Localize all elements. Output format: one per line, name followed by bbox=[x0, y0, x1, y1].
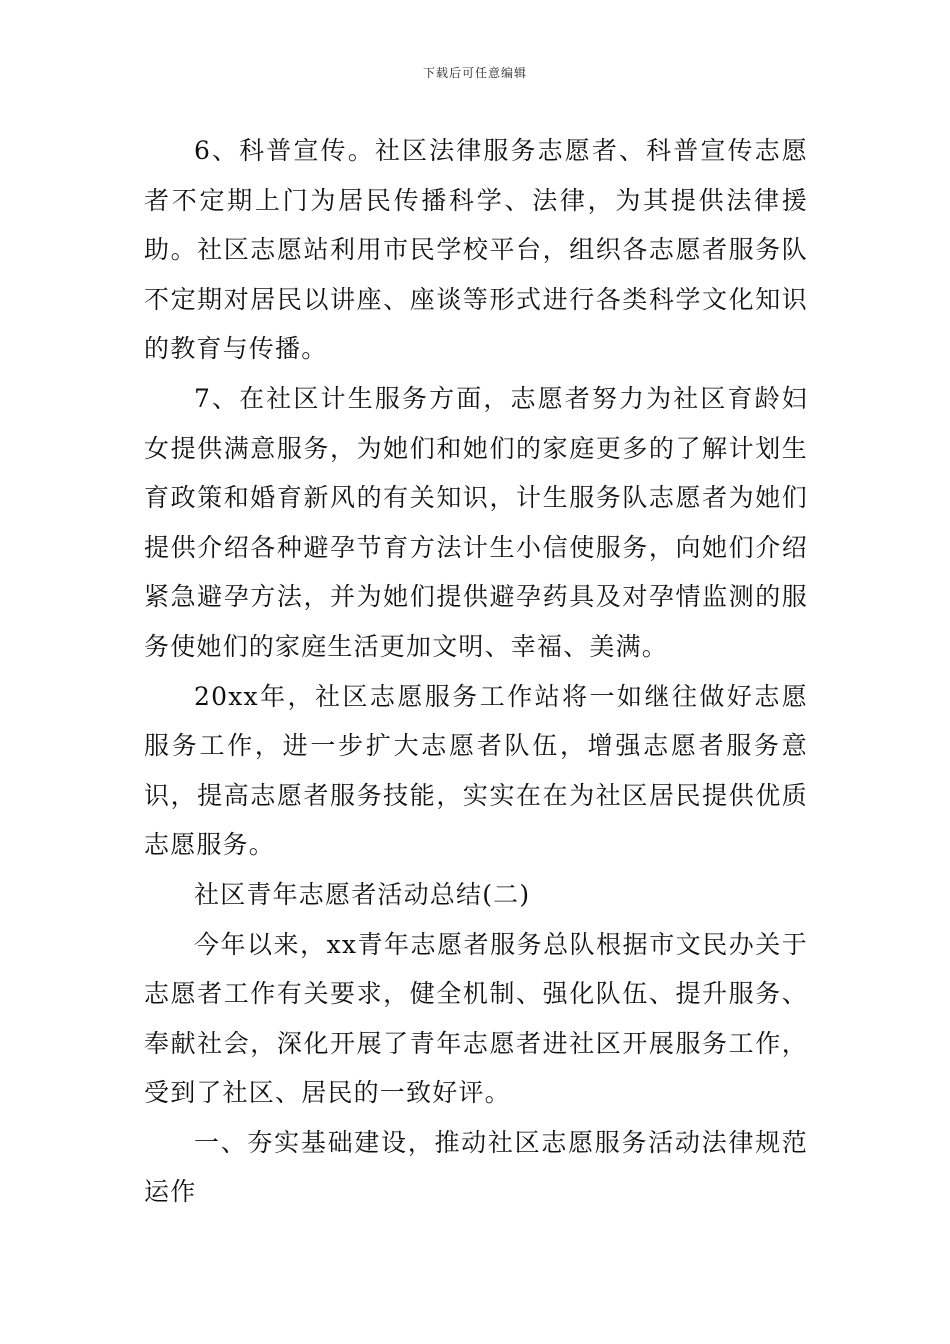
paragraph-popular-science: 6、科普宣传。社区法律服务志愿者、科普宣传志愿者不定期上门为居民传播科学、法律，为其提供法律援助。社区志愿站利用市民学校平台，组织各志愿者服务队不定期对居民以讲座、座谈等形式进行各类科学文化知识的教育与传播。 bbox=[144, 136, 808, 364]
section-title: 社区青年志愿者活动总结(二) bbox=[194, 879, 531, 909]
paragraph-intro: 今年以来，xx青年志愿者服务总队根据市文民办关于志愿者工作有关要求，健全机制、强化队伍、提升服务、奉献社会，深化开展了青年志愿者进社区开展服务工作，受到了社区、居民的一致好评。 bbox=[144, 929, 808, 1108]
paragraph-20xx-plan: 20xx年，社区志愿服务工作站将一如继往做好志愿服务工作，进一步扩大志愿者队伍，增强志愿者服务意识，提高志愿者服务技能，实实在在为社区居民提供优质志愿服务。 bbox=[144, 681, 808, 860]
page-header: 下载后可任意编辑 bbox=[422, 66, 527, 80]
section-heading-one: 一、夯实基础建设，推动社区志愿服务活动法律规范运作 bbox=[144, 1127, 808, 1207]
paragraph-family-planning: 7、在社区计生服务方面，志愿者努力为社区育龄妇女提供满意服务，为她们和她们的家庭更多的了解计划生育政策和婚育新风的有关知识，计生服务队志愿者为她们提供介绍各种避孕节育方法计生小信使服务，向她们介绍紧急避孕方法，并为她们提供避孕药具及对孕情监测的服务使她们的家庭生活更加文明、幸福、美满。 bbox=[144, 383, 808, 661]
document-body bbox=[144, 126, 808, 1217]
